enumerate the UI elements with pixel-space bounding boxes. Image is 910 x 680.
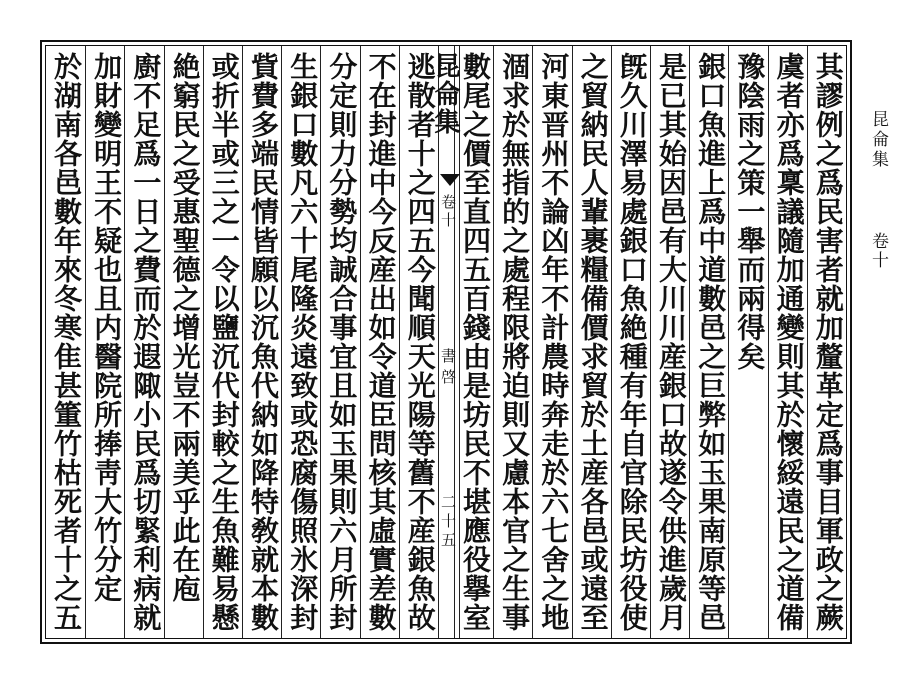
text-column: 虞者亦爲稟議隨加通變則其於懷綏遠民之道備 <box>768 46 807 638</box>
text-column: 或折半或三之一令以鹽沉代封較之生魚難易懸 <box>203 46 242 638</box>
right-half-page <box>454 46 846 638</box>
text-column: 貲費多端民情皆願以沉魚代納如降特敎就本數 <box>242 46 281 638</box>
page-frame <box>40 40 852 644</box>
text-column: 涸求於無指的之處程限將迫則又慮本官之生事 <box>493 46 532 638</box>
text-column: 其謬例之爲民害者就加釐革定爲事目軍政之蕨 <box>807 46 846 638</box>
text-column: 是已其始因邑有大川川産銀口故遂令供進歲月 <box>650 46 689 638</box>
page-inner-frame <box>45 45 847 639</box>
fish-tail-mark-icon <box>440 174 460 186</box>
fold-book-title: 昆侖集 <box>430 52 460 136</box>
text-column: 河東晋州不論凶年不計農時奔走於六七舍之地 <box>532 46 571 638</box>
text-column: 加財變明王不疑也且内醫院所捧靑大竹分定 <box>85 46 124 638</box>
text-column: 生銀口數凡六十尾隆炎遠致或恐腐傷照氷深封 <box>281 46 320 638</box>
fold-page-number: 二十五 <box>439 494 457 551</box>
center-fold-strip <box>430 46 460 638</box>
text-column: 數尾之價至直四五百錢由是坊民不堪應役擧室 <box>454 46 493 638</box>
fold-volume-label: 卷十 <box>439 194 457 230</box>
text-column: 逃散者十之四五今聞順天光陽等舊不産銀魚故 <box>399 46 438 638</box>
fold-section-label: 書啓 <box>439 348 457 390</box>
text-column: 豫陰雨之策一舉而兩得矣 <box>728 46 767 638</box>
text-column: 絶窮民之受惠聖德之增光豈不兩美乎此在庖 <box>164 46 203 638</box>
left-half-page <box>46 46 438 638</box>
text-column: 於湖南各邑數年來冬寒隹甚箽竹枯死者十之五 <box>49 52 83 632</box>
text-column: 旣久川澤易處銀口魚絶種有年自官除民坊役使 <box>611 46 650 638</box>
text-column: 不在封進中今反産出如令道臣問核其虛實差數 <box>360 46 399 638</box>
text-column: 廚不足爲一日之費而於遐陬小民爲切緊利病就 <box>124 46 163 638</box>
margin-volume-label: 卷十 <box>868 232 888 270</box>
margin-book-title: 昆侖集 <box>868 110 888 170</box>
text-column: 分定則力分勢均誠合事宜且如玉果則六月所封 <box>320 46 359 638</box>
text-column: 銀口魚進上爲中道數邑之巨弊如玉果南原等邑 <box>689 46 728 638</box>
text-column: 之貿納民人輩裹糧備價求貿於土産各邑或遠至 <box>572 46 611 638</box>
